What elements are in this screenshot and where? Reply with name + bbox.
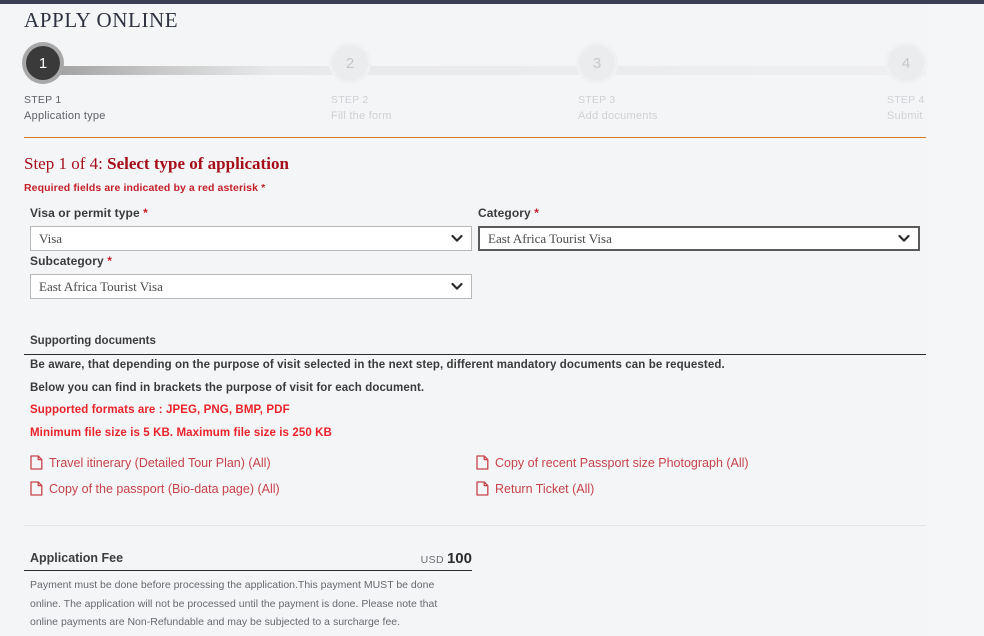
step-1-name: Application type xyxy=(24,110,106,123)
subcategory-label-text: Subcategory xyxy=(30,254,104,268)
category-label-text: Category xyxy=(478,206,531,220)
step-3-number-label: STEP 3 xyxy=(578,94,616,106)
file-size-warning: Minimum file size is 5 KB. Maximum file size is 250 KB xyxy=(30,427,332,439)
subcategory-value: East Africa Tourist Visa xyxy=(39,278,163,294)
document-link-return-ticket[interactable] xyxy=(476,481,594,496)
fee-value: 100 xyxy=(446,550,472,567)
step-2-number-label: STEP 2 xyxy=(331,94,369,106)
page-section-title xyxy=(24,154,289,174)
file-icon xyxy=(30,455,43,470)
supporting-documents-note-1: Be aware, that depending on the purpose of visit selected in the next step, different mandatory documents can be requested. xyxy=(30,359,725,371)
required-fields-note xyxy=(24,182,265,194)
visa-type-label xyxy=(30,206,472,220)
category-label xyxy=(478,206,920,220)
step-4-caption xyxy=(887,92,984,125)
section-title-text: Select type of application xyxy=(107,154,289,173)
category-value: East Africa Tourist Visa xyxy=(488,230,612,246)
stepper-track xyxy=(42,66,926,75)
supporting-documents-note-2: Below you can find in brackets the purpose of visit for each document. xyxy=(30,382,425,394)
file-icon xyxy=(476,481,489,496)
stepper-step-3[interactable] xyxy=(578,44,658,134)
chevron-down-icon xyxy=(451,232,462,243)
step-1-bubble: 1 xyxy=(26,46,60,80)
visa-type-required-asterisk-icon: * xyxy=(143,206,148,220)
fee-currency: USD xyxy=(420,554,444,566)
visa-type-label-text: Visa or permit type xyxy=(30,206,140,220)
document-link-label: Return Ticket (All) xyxy=(495,481,595,496)
supporting-documents-divider xyxy=(24,354,926,355)
document-link-passport-photograph[interactable] xyxy=(476,455,749,470)
subcategory-required-asterisk-icon: * xyxy=(107,254,113,268)
step-1-caption xyxy=(24,92,204,125)
file-icon xyxy=(476,455,489,470)
step-2-name: Fill the form xyxy=(331,110,392,123)
supported-formats-warning: Supported formats are : JPEG, PNG, BMP, PDF xyxy=(30,404,290,416)
document-link-label: Travel itinerary (Detailed Tour Plan) (All) xyxy=(49,455,271,470)
progress-stepper xyxy=(0,44,928,134)
required-asterisk-icon: * xyxy=(261,182,266,194)
step-3-bubble: 3 xyxy=(579,45,615,81)
step-4-number-label: STEP 4 xyxy=(887,94,925,106)
document-link-copy-of-passport[interactable] xyxy=(30,481,280,496)
step-1-number-label: STEP 1 xyxy=(24,94,62,106)
supporting-documents-heading: Supporting documents xyxy=(30,335,156,347)
apply-online-page xyxy=(0,4,928,636)
file-icon xyxy=(30,481,43,496)
application-fee-description: Payment must be done before processing the application.This payment MUST be done online. The application will not be processed until the payment is done. Please note that online payments are Non-Refundable and may be subjected to a surcharge fee. xyxy=(30,579,438,629)
category-required-asterisk-icon: * xyxy=(534,206,540,220)
subcategory-label xyxy=(30,254,472,268)
required-note-text: Required fields are indicated by a red asterisk xyxy=(24,182,259,194)
field-subcategory xyxy=(30,254,472,299)
step-2-bubble: 2 xyxy=(332,45,368,81)
section-step-prefix: Step 1 of 4: xyxy=(24,154,108,173)
step-4-bubble: 4 xyxy=(888,45,924,81)
subcategory-select[interactable] xyxy=(30,274,472,299)
chevron-down-icon xyxy=(451,280,462,291)
step-4-name: Submit xyxy=(887,110,923,123)
step-2-caption xyxy=(331,92,511,125)
stepper-step-4[interactable] xyxy=(887,44,931,134)
field-visa-or-permit-type xyxy=(30,206,472,251)
fee-section-top-divider xyxy=(24,525,926,526)
category-select[interactable] xyxy=(478,226,920,251)
document-link-label: Copy of the passport (Bio-data page) (All) xyxy=(49,481,280,496)
application-fee-divider xyxy=(24,570,472,571)
step-3-caption xyxy=(578,92,758,125)
page-title: APPLY ONLINE xyxy=(24,8,179,32)
visa-type-value: Visa xyxy=(39,230,63,246)
document-link-travel-itinerary[interactable] xyxy=(30,455,271,470)
stepper-step-2[interactable] xyxy=(331,44,392,134)
visa-type-select[interactable] xyxy=(30,226,472,251)
application-fee-amount xyxy=(24,550,472,568)
field-category xyxy=(478,206,920,251)
stepper-step-1[interactable] xyxy=(24,44,106,134)
step-3-name: Add documents xyxy=(578,110,658,123)
document-link-label: Copy of recent Passport size Photograph (All) xyxy=(495,455,749,470)
stepper-divider xyxy=(24,137,926,138)
application-fee-title: Application Fee xyxy=(30,551,124,565)
chevron-down-icon xyxy=(898,232,909,243)
